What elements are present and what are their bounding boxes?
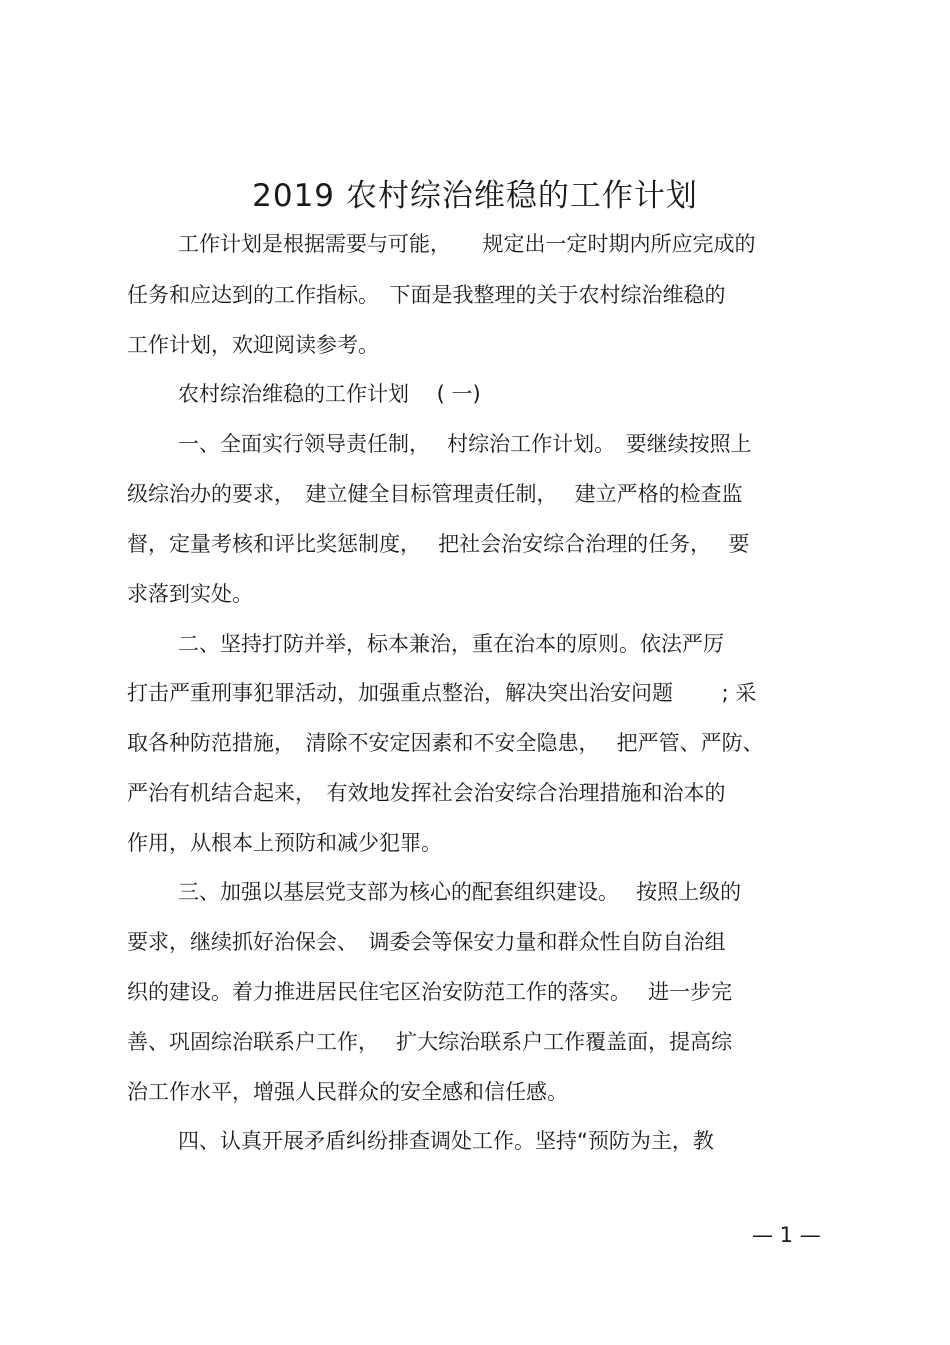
- paragraph-line: 求落到实处。: [127, 582, 253, 606]
- section-heading: 农村综治维稳的工作计划 ( 一): [178, 382, 481, 406]
- paragraph-line: 督，定量考核和评比奖惩制度， 把社会治安综合治理的任务， 要: [127, 532, 750, 556]
- paragraph-line: 善、巩固综治联系户工作， 扩大综治联系户工作覆盖面，提高综: [127, 1030, 733, 1054]
- paragraph-line: 级综治办的要求， 建立健全目标管理责任制， 建立严格的检查监: [127, 482, 743, 506]
- paragraph-line: 一、全面实行领导责任制， 村综治工作计划。 要继续按照上: [178, 432, 752, 456]
- paragraph-line: 打击严重刑事犯罪活动，加强重点整治，解决突出治安问题 ; 采: [127, 681, 757, 705]
- paragraph-line: 作用，从根本上预防和减少犯罪。: [127, 831, 442, 855]
- paragraph-line: 四、认真开展矛盾纠纷排查调处工作。坚持“预防为主，教: [178, 1129, 714, 1153]
- paragraph-line: 工作计划是根据需要与可能， 规定出一定时期内所应完成的: [178, 232, 756, 256]
- paragraph-line: 取各种防范措施， 清除不安定因素和不安全隐患， 把严管、严防、: [127, 731, 764, 755]
- paragraph-line: 三、加强以基层党支部为核心的配套组织建设。 按照上级的: [178, 880, 742, 904]
- paragraph-line: 任务和应达到的工作指标。 下面是我整理的关于农村综治维稳的: [127, 283, 726, 307]
- paragraph-line: 工作计划，欢迎阅读参考。: [127, 333, 379, 357]
- document-title: 2019 农村综治维稳的工作计划: [252, 178, 698, 214]
- paragraph-line: 织的建设。着力推进居民住宅区治安防范工作的落实。 进一步完: [127, 980, 733, 1004]
- paragraph-line: 严治有机结合起来， 有效地发挥社会治安综合治理措施和治本的: [127, 781, 726, 805]
- paragraph-line: 二、坚持打防并举，标本兼治，重在治本的原则。依法严厉: [178, 632, 724, 656]
- page-number: — 1 —: [752, 1223, 821, 1247]
- paragraph-line: 要求，继续抓好治保会、 调委会等保安力量和群众性自防自治组: [127, 930, 726, 954]
- paragraph-line: 治工作水平，增强人民群众的安全感和信任感。: [127, 1080, 568, 1104]
